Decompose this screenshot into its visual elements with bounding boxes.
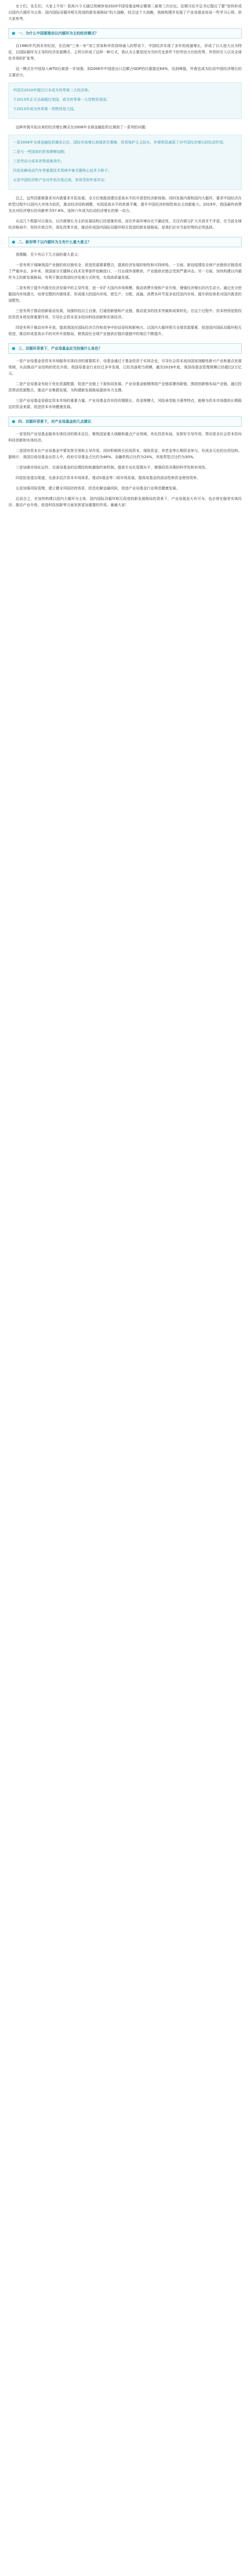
paragraph: 一是产业母基金是资本市场服务实体经济的重要抓手。母基金通过子基金投资于实体企业，引导社会资本流向国家战略性新兴产业和重点发展领域，从而推动产业结构的优化升级。我国母基金行业经过多年发展，已经具备相当规模，截至2019年底，我国母基金管理规模已经超过2万亿元。 — [8, 359, 242, 376]
paragraph: 这一模式在中国加入WTO后被进一步加强，到2006年中国进出口总额占GDP的比重接近64%，达到峰值，外需也成为拉动中国经济增长的主要动力。 — [8, 67, 242, 77]
section-heading-3: 三、双循环背景下，产业母基金应当扮演什么角色？ — [8, 343, 242, 354]
section-heading-2: 二、新形势下以内循环为主有什么重大意义？ — [8, 237, 242, 247]
box-line: 中国至2010年超过日本成为世界第二大经济体； — [13, 88, 92, 92]
paragraph: 三是有利于推动创新驱动发展，加强科技自立自强，打通创新链和产业链，推动更多的技术突破和成果转化。在这个过程中，资本特别是股权投资资本将发挥重要作用，引导社会资本更多投向科技创新和实体经济。 — [8, 309, 242, 319]
intro-paragraph: 女士们、先生们、大家上午好！很高兴今天通过视频参加2020中国母基金峰会暨第二届第三次论坛。近期习近平总书记提出了要“加快形成以国内大循环为主体、国内国际双循环相互促进的新发展格局”的大战略，结合这个大战略，我就构建并发展了产业母基金谈谈一些学习心得。供大家参考。 — [8, 4, 242, 21]
paragraph: 自1980年代到本世纪初，在沿海“三来一补”加工贸易和外资持续涌入的带动下，中国经济实现了多年的高速增长，形成了以大进大出为特征，以国际循环为主导的经济发展模式，之所以形成了这样一种方式，我认为主要是因为当时历史条件下的劳动力比较优势，外资的引入以及全球化市场的扩张等。 — [8, 44, 242, 61]
paragraph: 四是拓宽退出渠道，完善多层次资本市场体系，推动S基金等二级市场发展，提高母基金的流动性和资金使用效率。 — [16, 476, 201, 480]
box-line: 于2013年成为世界第一货物贸易大国。 — [13, 107, 77, 111]
paragraph: 总而言之，在加快构建以国内大循环为主体、国内国际双循环相互促进的新发展格局的背景下，产业母基金大有可为，也必将在服务实体经济、推动产业升级、促进科技创新等方面发挥更加重要的作用。谢谢大家！ — [8, 497, 242, 507]
paragraph: 二是国有资本在产业母基金中要发挥引领和主导作用，同时积极吸引民间资本、保险资金、养老金等长期资金参与，形成多元化的出资结构。据统计，我国目前母基金出资人中，政府引导基金占比约为46%，金融机构占比约为24%，其他类型占比约为30%。 — [8, 449, 242, 459]
paragraph: 总之，这些因素都要求对内需要求开拓发展，全方位地推进建设更高水平的开放型经济新体制。同时发展内需和国内大循环，要求中国经济在转型过程中以国内大市场为依托，推动经济结构调整，实现更高水平的供需平衡，提升中国经济的韧性和自主创新能力。2019年，我国最终消费支出对经济增长的贡献率为57.8%，连续六年成为拉动经济增长的第一动力。 — [8, 196, 242, 213]
paragraph: 二是有利于提升内需在经济发展中的主导作用，进一步扩大国内市场规模，推动消费升级和产业升级，增强经济增长的内生动力。通过充分挖掘国内市场潜力，培育完整的内需体系，形成强大的国内市场，使生产、分配、流通、消费各环节更多依托国内市场，提升供给体系对国内需求的适配性。 — [8, 286, 242, 303]
box-line: 四是依赖电动汽车等重要技术领域中被关键核心技术卡脖子； — [13, 169, 111, 173]
box-line: 五是中国经济和产业对外依存度过高，容易受到外部冲击； — [13, 178, 108, 182]
paragraph: 三是加强市场化运作，完善母基金的治理结构和激励约束机制，提高专业化管理水平，增强投资决策的科学性和有效性。 — [16, 465, 209, 470]
highlight-box — [8, 82, 242, 119]
bullet-icon — [12, 347, 15, 350]
paragraph: 这种外需开拓出来的经济增长模式在2008年全球金融危机后遇到了一系列的问题： — [16, 125, 149, 129]
box-line: 一是2008年全球金融危机爆发以后，国际市场增长放缓甚至萎缩，贸易保护主义抬头，外需明显减弱了对中国经济增长的拉动作用； — [13, 140, 227, 145]
bullet-icon — [12, 32, 15, 35]
paragraph: 五是加强风险管理，建立健全风险防控体系，防范化解金融风险，促进产业母基金行业规范健康发展。 — [16, 486, 180, 490]
box-line: 于2013年正式全面超过美国，成为世界第一大货物贸易国； — [13, 98, 110, 102]
paragraph: 我理解，至少有以下几方面的重大意义： — [16, 253, 81, 257]
highlight-box — [8, 135, 242, 190]
article — [0, 0, 250, 508]
paragraph: 二是产业母基金有助于优化资源配置，促进产业链上下游协同发展。产业母基金能够围绕产业链部署创新链，围绕创新链布局产业链，通过投资带动资源整合，推动产业集群发展，为构建新发展格局提供有力支撑。 — [8, 382, 242, 392]
section-heading-4: 四、双循环背景下，对产业母基金的几点建议 — [8, 416, 242, 427]
paragraph: 三是产业母基金是稳定资本市场的重要力量。产业母基金具有投资期限长、资金规模大、风险承受能力强等特点，能够为资本市场提供长期稳定的资金来源，促进资本市场健康发展。 — [8, 399, 242, 409]
section-heading-1: 一、为什么中国要推动以内循环为主的经济模式？ — [8, 28, 242, 39]
box-line: 三是劳动力成本优势逐渐消失； — [13, 159, 64, 163]
paragraph: 从这几个数据可以看出，以内需增长为主的发展结构已经逐渐形成，而在外部环境存在不确定性，关注内需与扩大开放并不矛盾，在当前全球经济格局中，坚持开放合作，深化改革开放，推动形成国内国际双循环相互促进的新发展格局，是我们应对当前形势的必然选择。 — [8, 219, 242, 230]
paragraph: 一是坚持产业母基金服务实体经济的根本定位，聚焦国家重大战略和重点产业领域，优化投资布局，发挥好引导作用，带动更多社会资本投向科技创新和实体经济。 — [8, 432, 242, 442]
bullet-icon — [12, 420, 15, 423]
bullet-icon — [12, 241, 15, 244]
box-line: 二是与一些国家的贸易摩擦加剧； — [13, 150, 68, 154]
paragraph: 四是有利于推动对外开放，提高我国在国际经济合作和竞争中的话语权和影响力。以国内大循环吸引全球资源要素，促进国内国际双循环相互促进，推动形成更高水平的对外开放格局，使我国在全球产业链供应链价值链中的地位不断提升。 — [8, 326, 242, 336]
paragraph: 一是有利于保障我国产业链的供应链安全，促进资源要素整合，提高经济发展的韧性和可持续性。一方面，新冠疫情给全球产业链供应链造成了严重冲击，多年来，我国部分关键核心技术及零部件依赖进口，一旦出现外部断供，产业链供应链会受到严重冲击。另一方面，加快构建以内循环为主的新发展格局，有利于推动我国经济发展方式转变，实现高质量发展。 — [8, 263, 242, 280]
